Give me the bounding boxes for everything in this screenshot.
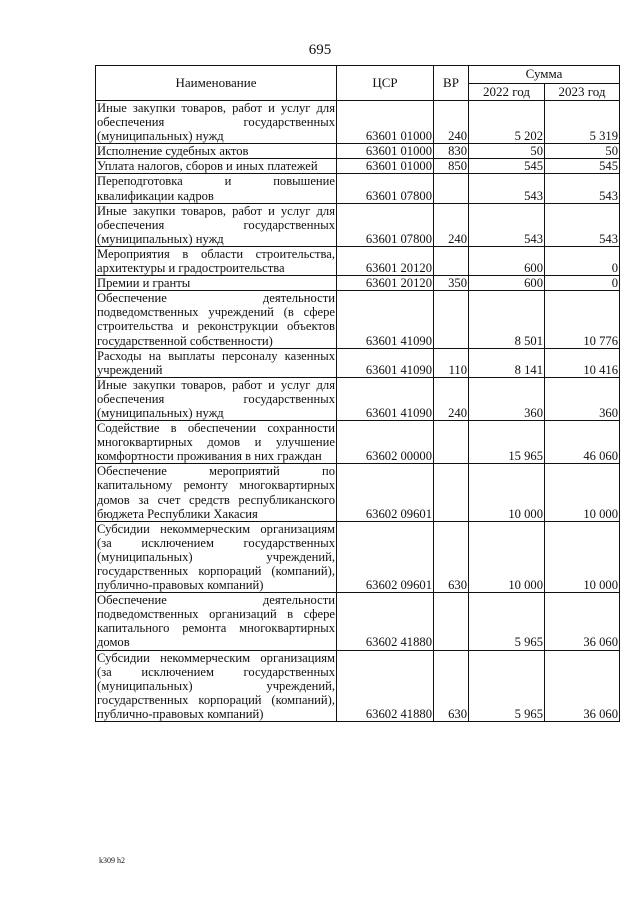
row-2022: 600 (469, 276, 545, 291)
row-vr: 630 (434, 521, 469, 592)
row-2023: 545 (545, 159, 620, 174)
row-vr: 630 (434, 650, 469, 721)
footer-code: k309 h2 (99, 856, 125, 865)
row-name: Обеспечение деятельности подведомственных организаций в сфере капитального ремонта многоквартирных домов (97, 593, 335, 650)
table-row (96, 464, 620, 521)
row-csr: 63601 07800 (337, 203, 434, 246)
row-csr: 63601 01000 (337, 144, 434, 159)
row-name: Обеспечение деятельности подведомственных учреждений (в сфере строительства и реконструкции объектов государственной собственности) (97, 291, 335, 348)
row-vr: 240 (434, 203, 469, 246)
page-number: 695 (308, 42, 332, 58)
header-year-2023: 2023 год (545, 83, 620, 101)
row-vr (434, 464, 469, 521)
row-2023: 0 (545, 246, 620, 275)
table-row (96, 174, 620, 203)
row-vr (434, 421, 469, 464)
row-name: Мероприятия в области строительства, архитектуры и градостроительства (97, 246, 335, 276)
row-csr: 63601 01000 (337, 159, 434, 174)
row-2023: 36 060 (545, 650, 620, 721)
row-name: Премии и гранты (96, 276, 337, 291)
row-2023: 36 060 (545, 593, 620, 650)
row-2023: 10 000 (545, 464, 620, 521)
budget-table (95, 65, 620, 722)
header-sum: Сумма (469, 66, 620, 84)
row-2022: 543 (469, 174, 545, 203)
row-name: Обеспечение мероприятий по капитальному ремонту многоквартирных домов за счет средств республиканского бюджета Республики Хакасия (97, 464, 335, 521)
table-row (96, 521, 620, 592)
row-csr: 63601 41090 (337, 377, 434, 420)
row-2022: 600 (469, 246, 545, 275)
row-csr: 63601 41090 (337, 348, 434, 377)
table-row (96, 144, 620, 159)
table-row (96, 593, 620, 650)
row-csr: 63601 01000 (337, 101, 434, 144)
header-csr: ЦСР (337, 66, 434, 101)
row-name: Субсидии некоммерческим организациям (за исключением государственных (муниципальных) учреждений, государственных корпораций (компаний), публично-правовых компаний) (97, 650, 335, 721)
row-2022: 8 501 (469, 291, 545, 348)
row-csr: 63602 41880 (337, 650, 434, 721)
row-2023: 5 319 (545, 101, 620, 144)
row-vr (434, 246, 469, 275)
row-name: Иные закупки товаров, работ и услуг для обеспечения государственных (муниципальных) нужд (97, 203, 335, 246)
row-2022: 15 965 (469, 421, 545, 464)
row-2023: 10 416 (545, 348, 620, 377)
row-2022: 8 141 (469, 348, 545, 377)
row-csr: 63601 07800 (337, 174, 434, 203)
row-2022: 50 (469, 144, 545, 159)
row-2022: 360 (469, 377, 545, 420)
row-vr: 240 (434, 101, 469, 144)
table-row (96, 421, 620, 464)
header-vr: ВР (434, 66, 469, 101)
row-csr: 63602 41880 (337, 593, 434, 650)
row-csr: 63601 20120 (337, 246, 434, 275)
table-row (96, 291, 620, 348)
row-csr: 63601 20120 (337, 276, 434, 291)
row-2023: 50 (545, 144, 620, 159)
row-vr: 110 (434, 348, 469, 377)
row-2022: 543 (469, 203, 545, 246)
row-name: Иные закупки товаров, работ и услуг для обеспечения государственных (муниципальных) нужд (97, 101, 335, 144)
row-csr: 63601 41090 (337, 291, 434, 348)
row-2022: 5 965 (469, 650, 545, 721)
table-row (96, 276, 620, 291)
row-2022: 5 965 (469, 593, 545, 650)
row-2023: 543 (545, 174, 620, 203)
row-name: Уплата налогов, сборов и иных платежей (96, 159, 337, 174)
row-vr (434, 291, 469, 348)
table-row (96, 246, 620, 275)
row-name: Переподготовка и повышение квалификации кадров (97, 174, 335, 203)
table-row (96, 101, 620, 144)
row-2023: 543 (545, 203, 620, 246)
row-2023: 10 776 (545, 291, 620, 348)
row-vr: 850 (434, 159, 469, 174)
row-name: Субсидии некоммерческим организациям (за исключением государственных (муниципальных) учреждений, государственных корпораций (компаний), публично-правовых компаний) (97, 521, 335, 593)
table-row (96, 377, 620, 420)
row-csr: 63602 09601 (337, 521, 434, 592)
row-name: Содействие в обеспечении сохранности многоквартирных домов и улучшение комфортности проживания в них граждан (97, 421, 335, 464)
row-name: Иные закупки товаров, работ и услуг для обеспечения государственных (муниципальных) нужд (97, 377, 335, 420)
header-year-2022: 2022 год (469, 83, 545, 101)
row-vr (434, 593, 469, 650)
row-2023: 0 (545, 276, 620, 291)
row-name: Расходы на выплаты персоналу казенных учреждений (97, 348, 335, 377)
row-vr: 830 (434, 144, 469, 159)
header-name: Наименование (96, 66, 337, 101)
table-row (96, 203, 620, 246)
table-row (96, 348, 620, 377)
row-vr: 350 (434, 276, 469, 291)
row-2022: 10 000 (469, 521, 545, 592)
row-2023: 360 (545, 377, 620, 420)
table-row (96, 159, 620, 174)
row-2022: 545 (469, 159, 545, 174)
row-2022: 10 000 (469, 464, 545, 521)
row-2022: 5 202 (469, 101, 545, 144)
row-vr (434, 174, 469, 203)
row-name: Исполнение судебных актов (96, 144, 337, 159)
row-2023: 10 000 (545, 521, 620, 592)
row-vr: 240 (434, 377, 469, 420)
row-csr: 63602 09601 (337, 464, 434, 521)
table-row (96, 650, 620, 721)
row-csr: 63602 00000 (337, 421, 434, 464)
row-2023: 46 060 (545, 421, 620, 464)
